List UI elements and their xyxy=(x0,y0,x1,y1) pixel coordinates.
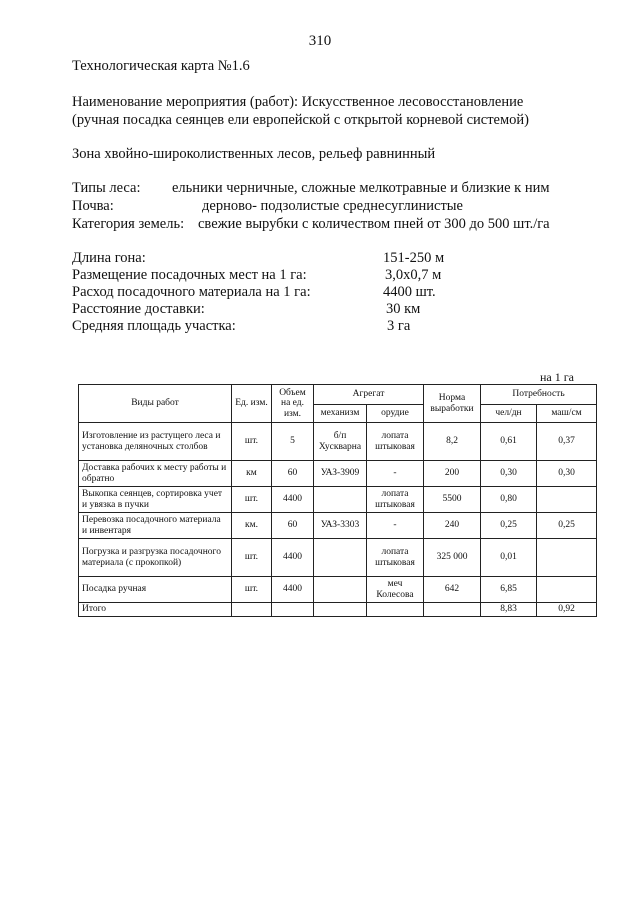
unit-note: на 1 га xyxy=(540,370,574,384)
activity-name-line2: (ручная посадка сеянцев ели европейской с открытой корневой системой) xyxy=(72,112,529,128)
material-consumption-label: Расход посадочного материала на 1 га: xyxy=(72,284,311,300)
land-category-value: свежие вырубки с количеством пней от 300 до 500 шт./га xyxy=(198,216,550,232)
row-man-days: 0,61 xyxy=(481,423,537,461)
planting-spacing-label: Размещение посадочных мест на 1 га: xyxy=(72,267,307,283)
row-unit: шт. xyxy=(232,539,272,577)
header-man-days: чел/дн xyxy=(481,405,537,423)
average-area-value: 3 га xyxy=(387,318,411,334)
row-machine-shifts xyxy=(537,539,597,577)
row-mechanism xyxy=(314,487,367,513)
row-mechanism: УАЗ-3303 xyxy=(314,513,367,539)
header-aggregate: Агрегат xyxy=(314,385,424,405)
row-man-days: 0,30 xyxy=(481,461,537,487)
total-label: Итого xyxy=(79,603,232,617)
row-man-days: 0,25 xyxy=(481,513,537,539)
forest-type-label: Типы леса: xyxy=(72,180,141,196)
header-machine-shifts: маш/см xyxy=(537,405,597,423)
row-norm: 325 000 xyxy=(424,539,481,577)
row-tool: меч Колесова xyxy=(367,577,424,603)
row-work: Изготовление из растущего леса и установка деляночных столбов xyxy=(79,423,232,461)
page-number: 310 xyxy=(308,33,332,49)
row-work: Погрузка и разгрузка посадочного материала (с прокопкой) xyxy=(79,539,232,577)
row-man-days: 0,01 xyxy=(481,539,537,577)
row-volume: 4400 xyxy=(272,487,314,513)
row-work: Посадка ручная xyxy=(79,577,232,603)
row-work: Доставка рабочих к месту работы и обратно xyxy=(79,461,232,487)
table-row xyxy=(79,539,597,577)
row-unit: км xyxy=(232,461,272,487)
row-work: Выкопка сеянцев, сортировка учет и увязка в пучки xyxy=(79,487,232,513)
row-machine-shifts: 0,37 xyxy=(537,423,597,461)
row-work: Перевозка посадочного материала и инвентаря xyxy=(79,513,232,539)
delivery-distance-value: 30 км xyxy=(386,301,421,317)
row-norm: 5500 xyxy=(424,487,481,513)
row-volume: 4400 xyxy=(272,539,314,577)
row-unit: шт. xyxy=(232,423,272,461)
zone-line: Зона хвойно-широколиственных лесов, рельеф равнинный xyxy=(72,146,436,162)
row-tool: - xyxy=(367,513,424,539)
activity-name-line1: Наименование мероприятия (работ): Искусственное лесовосстановление xyxy=(72,94,524,110)
soil-label: Почва: xyxy=(72,198,114,214)
forest-type-value: ельники черничные, сложные мелкотравные и близкие к ним xyxy=(172,180,550,196)
header-volume: Объем на ед. изм. xyxy=(272,385,314,423)
operations-table xyxy=(78,384,597,617)
row-tool: лопата штыковая xyxy=(367,539,424,577)
row-mechanism xyxy=(314,577,367,603)
header-need: Потребность xyxy=(481,385,597,405)
row-man-days: 0,80 xyxy=(481,487,537,513)
total-machine-shifts: 0,92 xyxy=(537,603,597,617)
row-man-days: 6,85 xyxy=(481,577,537,603)
row-tool: лопата штыковая xyxy=(367,487,424,513)
row-norm: 8,2 xyxy=(424,423,481,461)
header-work-types: Виды работ xyxy=(79,385,232,423)
planting-spacing-value: 3,0х0,7 м xyxy=(385,267,442,283)
land-category-label: Категория земель: xyxy=(72,216,185,232)
average-area-label: Средняя площадь участка: xyxy=(72,318,236,334)
row-machine-shifts xyxy=(537,487,597,513)
delivery-distance-label: Расстояние доставки: xyxy=(72,301,205,317)
row-volume: 4400 xyxy=(272,577,314,603)
row-mechanism xyxy=(314,539,367,577)
header-tool: орудие xyxy=(367,405,424,423)
table-row xyxy=(79,423,597,461)
total-row xyxy=(79,603,597,617)
row-mechanism: УАЗ-3909 xyxy=(314,461,367,487)
table-row xyxy=(79,487,597,513)
row-volume: 5 xyxy=(272,423,314,461)
soil-value: дерново- подзолистые среднесуглинистые xyxy=(202,198,463,214)
header-mechanism: механизм xyxy=(314,405,367,423)
row-mechanism: б/п Хускварна xyxy=(314,423,367,461)
table-row xyxy=(79,513,597,539)
row-unit: шт. xyxy=(232,577,272,603)
row-norm: 642 xyxy=(424,577,481,603)
row-machine-shifts xyxy=(537,577,597,603)
row-tool: - xyxy=(367,461,424,487)
row-unit: шт. xyxy=(232,487,272,513)
row-unit: км. xyxy=(232,513,272,539)
header-unit: Ед. изм. xyxy=(232,385,272,423)
row-machine-shifts: 0,30 xyxy=(537,461,597,487)
header-norm: Норма выработки xyxy=(424,385,481,423)
table-row xyxy=(79,577,597,603)
row-volume: 60 xyxy=(272,513,314,539)
material-consumption-value: 4400 шт. xyxy=(383,284,436,300)
row-machine-shifts: 0,25 xyxy=(537,513,597,539)
run-length-value: 151-250 м xyxy=(383,250,445,266)
total-man-days: 8,83 xyxy=(481,603,537,617)
card-title: Технологическая карта №1.6 xyxy=(72,58,250,74)
row-norm: 240 xyxy=(424,513,481,539)
run-length-label: Длина гона: xyxy=(72,250,146,266)
row-volume: 60 xyxy=(272,461,314,487)
row-norm: 200 xyxy=(424,461,481,487)
row-tool: лопата штыковая xyxy=(367,423,424,461)
table-row xyxy=(79,461,597,487)
